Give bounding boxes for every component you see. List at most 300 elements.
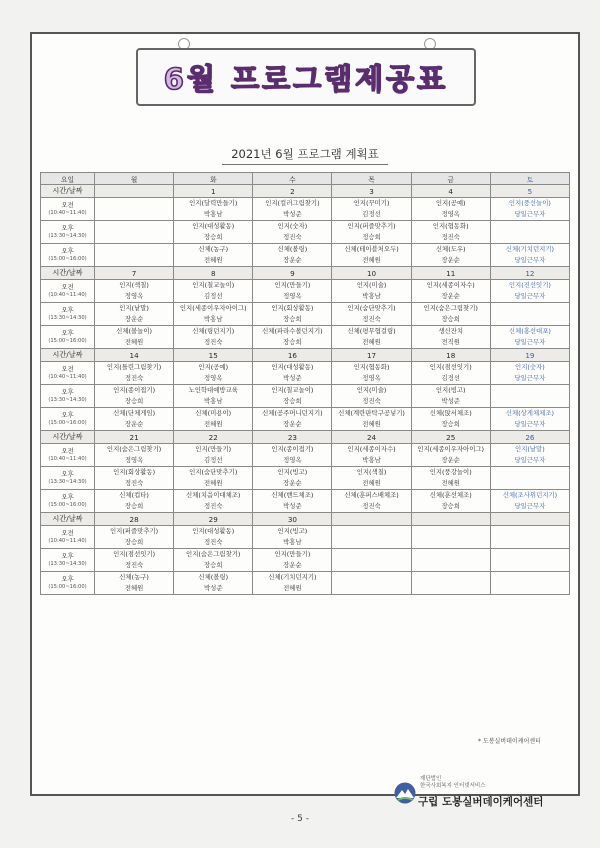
date-cell: 3 <box>332 185 411 198</box>
activity-cell <box>332 280 411 303</box>
org-name: 구립 도봉실버데이케어센터 <box>418 796 544 808</box>
slot-name: 오후 <box>61 388 74 396</box>
activity-cell <box>332 572 411 595</box>
activity-cell <box>253 221 332 244</box>
activity-cell <box>490 198 569 221</box>
activity-teacher: 박성준 <box>283 502 302 510</box>
activity-cell <box>411 444 490 467</box>
activity-cell <box>174 303 253 326</box>
activity-cell <box>253 490 332 513</box>
date-cell: 29 <box>174 513 253 526</box>
page-number: - 5 - <box>291 814 309 824</box>
activity-cell <box>332 408 411 431</box>
activity-name: 신체(계란판탁구공넣기) <box>338 409 405 417</box>
date-row-label: 시간/날짜 <box>41 349 95 362</box>
activity-name: 신체(도우) <box>435 245 466 253</box>
activity-teacher: 당일근무자 <box>514 338 546 346</box>
slot-name: 오후 <box>61 247 74 255</box>
activity-teacher: 박홍남 <box>362 456 381 464</box>
activity-cell <box>253 572 332 595</box>
activity-name: 신체(밴드체조) <box>271 491 314 499</box>
slot-label <box>41 467 95 490</box>
date-cell: 7 <box>95 267 174 280</box>
slot-name: 오후 <box>61 575 74 583</box>
activity-name: 인지(대성활동) <box>192 222 235 230</box>
activity-cell <box>253 467 332 490</box>
slot-name: 오전 <box>61 365 74 373</box>
activity-name: 신체(단체게임) <box>113 409 156 417</box>
date-cell: 18 <box>411 349 490 362</box>
activity-teacher: 박성준 <box>283 210 302 218</box>
activity-teacher: 장운순 <box>283 479 302 487</box>
activity-name: 신체(파라수볼던지기) <box>262 327 323 335</box>
activity-cell <box>332 549 411 572</box>
activity-cell <box>490 444 569 467</box>
activity-cell <box>174 444 253 467</box>
activity-row <box>41 490 570 513</box>
activity-cell <box>411 244 490 267</box>
activity-teacher: 전혜원 <box>362 256 381 264</box>
activity-name: 노인학대예방교육 <box>188 386 238 394</box>
activity-teacher: 장승희 <box>203 233 223 241</box>
date-cell <box>95 185 174 198</box>
activity-cell <box>332 244 411 267</box>
date-cell: 19 <box>490 349 569 362</box>
date-row-label: 시간/날짜 <box>41 513 95 526</box>
activity-name: 인지(빙고) <box>435 386 466 394</box>
activity-name: 인지(대성활동) <box>192 527 235 535</box>
activity-teacher: 장승희 <box>203 561 223 569</box>
slot-time: (13:30~14:30) <box>48 561 87 567</box>
activity-name: 인지(회상활동) <box>271 304 314 312</box>
activity-cell <box>490 490 569 513</box>
activity-row <box>41 362 570 385</box>
activity-name: 신체(기치던지기) <box>268 573 317 581</box>
activity-teacher: 당일근무자 <box>514 502 546 510</box>
weekday-header: 화 <box>174 173 253 185</box>
activity-cell <box>490 526 569 549</box>
activity-cell <box>95 490 174 513</box>
activity-cell <box>95 549 174 572</box>
slot-time: (15:00~16:00) <box>48 420 87 426</box>
activity-cell <box>174 572 253 595</box>
subtitle-underline <box>222 164 388 165</box>
date-cell <box>332 513 411 526</box>
slot-label <box>41 490 95 513</box>
date-cell <box>411 513 490 526</box>
slot-time: (13:30~14:30) <box>48 315 87 321</box>
date-cell: 21 <box>95 431 174 444</box>
activity-teacher: 박성준 <box>283 374 302 382</box>
activity-teacher: 정영옥 <box>283 292 302 300</box>
slot-label <box>41 526 95 549</box>
activity-name: 인지(색칠) <box>119 281 149 289</box>
activity-teacher: 박홍남 <box>203 397 223 405</box>
activity-cell <box>411 221 490 244</box>
activity-name: 인지(만들기) <box>274 281 311 289</box>
activity-cell <box>490 221 569 244</box>
slot-label <box>41 549 95 572</box>
activity-name: 인지(진선잇기) <box>508 281 551 289</box>
weekday-header: 월 <box>95 173 174 185</box>
weekday-header: 수 <box>253 173 332 185</box>
footer-note: * 도봉실버데이케어센터 <box>478 738 541 745</box>
date-cell: 10 <box>332 267 411 280</box>
activity-cell <box>95 385 174 408</box>
activity-name: 신체(평무협걸링) <box>347 327 396 335</box>
activity-cell <box>490 408 569 431</box>
activity-cell <box>95 467 174 490</box>
activity-teacher: 장운순 <box>283 256 302 264</box>
activity-cell <box>411 526 490 549</box>
activity-cell <box>411 467 490 490</box>
slot-name: 오후 <box>61 470 74 478</box>
date-cell: 16 <box>253 349 332 362</box>
slot-label <box>41 572 95 595</box>
activity-teacher: 당일근무자 <box>514 420 546 428</box>
activity-name: 인지(미술) <box>356 281 387 289</box>
activity-name: 신체(컵타) <box>119 491 149 499</box>
activity-name: 신체(볼링) <box>277 245 308 253</box>
activity-cell <box>174 244 253 267</box>
activity-teacher: 장승희 <box>441 315 460 323</box>
activity-teacher: 정진숙 <box>124 561 144 569</box>
activity-name: 인지(컬러그림찾기) <box>265 199 320 207</box>
activity-teacher: 당일근무자 <box>514 456 546 464</box>
header-row <box>41 173 570 185</box>
activity-cell <box>253 526 332 549</box>
weekday-header: 토 <box>490 173 569 185</box>
activity-cell <box>174 280 253 303</box>
slot-name: 오전 <box>61 201 74 209</box>
slot-time: (13:30~14:30) <box>48 479 87 485</box>
activity-teacher: 장승희 <box>441 420 460 428</box>
activity-cell <box>411 303 490 326</box>
activity-name: 신체(볼놀이) <box>116 327 152 335</box>
slot-name: 오후 <box>61 411 74 419</box>
activity-teacher: 장승희 <box>283 338 302 346</box>
slot-label <box>41 280 95 303</box>
activity-row <box>41 444 570 467</box>
document-frame <box>30 32 580 796</box>
activity-cell <box>490 303 569 326</box>
activity-cell <box>174 326 253 349</box>
activity-cell <box>95 362 174 385</box>
activity-name: 생신잔치 <box>438 327 464 335</box>
date-cell: 9 <box>253 267 332 280</box>
date-cell: 11 <box>411 267 490 280</box>
activity-name: 인지(숨단맞추기) <box>347 304 396 312</box>
slot-label <box>41 362 95 385</box>
activity-cell <box>95 244 174 267</box>
activity-cell <box>174 526 253 549</box>
activity-teacher: 정영옥 <box>283 456 302 464</box>
date-cell: 1 <box>174 185 253 198</box>
activity-teacher: 박홍남 <box>203 210 223 218</box>
activity-cell <box>411 572 490 595</box>
activity-teacher: 박성준 <box>441 397 460 405</box>
activity-teacher: 정진숙 <box>362 502 381 510</box>
activity-teacher: 전혜원 <box>124 584 144 592</box>
activity-row <box>41 221 570 244</box>
date-cell: 5 <box>490 185 569 198</box>
activity-cell <box>411 490 490 513</box>
date-cell: 17 <box>332 349 411 362</box>
slot-time: (10:40~11:40) <box>48 538 87 544</box>
date-cell: 28 <box>95 513 174 526</box>
activity-row <box>41 303 570 326</box>
activity-cell <box>332 326 411 349</box>
activity-teacher: 장운순 <box>283 420 302 428</box>
activity-teacher: 장승희 <box>124 502 144 510</box>
slot-name: 오후 <box>61 552 74 560</box>
activity-teacher: 장운순 <box>124 315 144 323</box>
activity-teacher: 전혜원 <box>203 420 223 428</box>
activity-name: 신체(공주머니던지기) <box>262 409 323 417</box>
date-row <box>41 513 570 526</box>
date-cell: 2 <box>253 185 332 198</box>
activity-cell <box>95 444 174 467</box>
activity-cell <box>95 280 174 303</box>
date-row-label: 시간/날짜 <box>41 431 95 444</box>
org-subtitle: 재단법인 한국사회복지 인터넷서비스 <box>420 776 486 789</box>
page-title: 6월 프로그램제공표 <box>163 61 449 96</box>
activity-teacher: 전혜원 <box>283 584 302 592</box>
activity-teacher: 김정선 <box>441 374 460 382</box>
activity-teacher: 당일근무자 <box>514 210 546 218</box>
activity-name: 인지(협동화) <box>353 363 390 371</box>
activity-cell <box>411 408 490 431</box>
activity-name: 신체(링던지기) <box>192 327 235 335</box>
activity-row <box>41 467 570 490</box>
activity-cell <box>174 549 253 572</box>
activity-teacher: 전혜원 <box>441 479 460 487</box>
activity-name: 신체(상게체체조) <box>505 409 554 417</box>
activity-cell <box>332 198 411 221</box>
date-cell: 30 <box>253 513 332 526</box>
slot-time: (10:40~11:40) <box>48 374 87 380</box>
activity-name: 인지(꾸미기) <box>353 199 390 207</box>
activity-name: 인지(틀린그림찾기) <box>106 363 162 371</box>
activity-name: 인지(퍼즐맞추기) <box>347 222 396 230</box>
activity-row <box>41 526 570 549</box>
date-row <box>41 349 570 362</box>
slot-name: 오전 <box>61 447 74 455</box>
activity-name: 인지(빙고) <box>277 468 308 476</box>
activity-cell <box>174 408 253 431</box>
activity-cell <box>95 303 174 326</box>
activity-cell <box>253 326 332 349</box>
activity-cell <box>332 385 411 408</box>
activity-teacher: 정진숙 <box>362 315 381 323</box>
activity-teacher: 전혜원 <box>362 338 381 346</box>
activity-teacher: 전혜원 <box>362 420 381 428</box>
activity-teacher: 전혜원 <box>203 479 223 487</box>
activity-name: 인지(낱말) <box>119 304 149 312</box>
activity-teacher: 당일근무자 <box>514 374 546 382</box>
activity-name: 신체(앉서체조) <box>429 409 472 417</box>
slot-label <box>41 244 95 267</box>
activity-name: 인지(세종이자수) <box>347 445 396 453</box>
slot-time: (15:00~16:00) <box>48 502 87 508</box>
activity-cell <box>95 408 174 431</box>
activity-cell <box>332 444 411 467</box>
slot-time: (15:00~16:00) <box>48 338 87 344</box>
date-cell: 15 <box>174 349 253 362</box>
slot-label <box>41 326 95 349</box>
activity-cell <box>253 549 332 572</box>
slot-label <box>41 408 95 431</box>
activity-name: 인지(종이접기) <box>271 445 314 453</box>
slot-time: (10:40~11:40) <box>48 210 87 216</box>
activity-name: 인지(회상활동) <box>113 468 156 476</box>
activity-name: 인지(미술) <box>356 386 387 394</box>
activity-cell <box>490 362 569 385</box>
date-cell: 22 <box>174 431 253 444</box>
activity-name: 신체(기치던지기) <box>505 245 554 253</box>
activity-name: 인지(칠교놀이) <box>192 281 235 289</box>
slot-label <box>41 444 95 467</box>
activity-teacher: 장운순 <box>441 292 460 300</box>
activity-name: 인지(대성활동) <box>271 363 314 371</box>
org-logo <box>394 774 584 814</box>
footer-note-prefix: * <box>478 738 483 745</box>
slot-time: (13:30~14:30) <box>48 233 87 239</box>
activity-name: 인지(세종이우자아이그) <box>417 445 485 453</box>
activity-name: 신체(농구) <box>198 245 229 253</box>
activity-name: 인지(숨은그림찾기) <box>106 445 162 453</box>
activity-name: 신체(홍선대포) <box>508 327 551 335</box>
activity-name: 인지(공예) <box>198 363 229 371</box>
activity-cell <box>490 549 569 572</box>
activity-cell <box>253 444 332 467</box>
activity-teacher: 정영옥 <box>362 374 381 382</box>
mountain-logo-icon <box>394 782 416 804</box>
activity-name: 인지(종이접기) <box>113 386 156 394</box>
date-row <box>41 267 570 280</box>
activity-cell <box>490 467 569 490</box>
activity-name: 인지(풍강놀이) <box>429 468 472 476</box>
date-row <box>41 185 570 198</box>
activity-cell <box>253 280 332 303</box>
activity-name: 인지(빙고) <box>277 527 308 535</box>
date-row-label: 시간/날짜 <box>41 185 95 198</box>
activity-teacher: 정진숙 <box>283 233 302 241</box>
activity-name: 인지(만들기) <box>195 445 232 453</box>
activity-name: 신체(조사위던지기) <box>502 491 558 499</box>
schedule-table <box>40 172 570 595</box>
activity-teacher: 장승희 <box>283 315 302 323</box>
activity-cell <box>174 221 253 244</box>
activity-row <box>41 198 570 221</box>
activity-teacher: 정영옥 <box>124 456 144 464</box>
activity-name: 인지(숫자) <box>515 363 545 371</box>
activity-name: 신체(훈선체조) <box>429 491 472 499</box>
activity-cell <box>332 362 411 385</box>
activity-name: 인지(협동화) <box>432 222 469 230</box>
activity-name: 신체(볼링) <box>198 573 229 581</box>
date-row <box>41 431 570 444</box>
activity-cell <box>95 526 174 549</box>
activity-cell <box>253 385 332 408</box>
activity-teacher: 김정선 <box>203 456 223 464</box>
slot-time: (13:30~14:30) <box>48 397 87 403</box>
activity-cell <box>174 198 253 221</box>
activity-cell <box>411 198 490 221</box>
activity-cell <box>332 526 411 549</box>
activity-cell <box>174 385 253 408</box>
activity-name: 신체(미용이) <box>195 409 232 417</box>
activity-teacher: 전혜원 <box>203 256 223 264</box>
activity-teacher: 장운순 <box>124 420 144 428</box>
title-banner <box>136 48 476 106</box>
activity-name: 인지(숫자) <box>277 222 308 230</box>
activity-teacher: 정진숙 <box>362 397 381 405</box>
slot-name: 오후 <box>61 329 74 337</box>
activity-cell <box>332 303 411 326</box>
date-cell: 25 <box>411 431 490 444</box>
activity-name: 인지(공예) <box>435 199 466 207</box>
date-cell: 23 <box>253 431 332 444</box>
activity-teacher: 김정선 <box>362 210 381 218</box>
activity-name: 신체(테이블처오두) <box>344 245 399 253</box>
activity-teacher: 정진숙 <box>203 538 223 546</box>
activity-cell <box>490 572 569 595</box>
activity-name: 신체(훈퍼스배체조) <box>344 491 399 499</box>
activity-cell <box>411 362 490 385</box>
activity-row <box>41 385 570 408</box>
activity-name: 인지(퍼즐맞추기) <box>109 527 159 535</box>
activity-cell <box>253 198 332 221</box>
weekday-header: 목 <box>332 173 411 185</box>
activity-name: 신체(농구) <box>119 573 149 581</box>
activity-name: 신체(치음이대체조) <box>186 491 241 499</box>
activity-teacher: 정승희 <box>362 233 381 241</box>
activity-name: 인지(점선잇기) <box>429 363 472 371</box>
activity-name: 인지(만들기) <box>274 550 311 558</box>
slot-name: 오후 <box>61 306 74 314</box>
schedule-subtitle: 2021년 6월 프로그램 계획표 <box>231 147 379 161</box>
activity-cell <box>411 280 490 303</box>
activity-teacher: 박홍남 <box>203 315 223 323</box>
activity-teacher: 장운순 <box>441 456 460 464</box>
slot-label <box>41 303 95 326</box>
date-cell <box>490 513 569 526</box>
slot-label <box>41 198 95 221</box>
date-cell: 14 <box>95 349 174 362</box>
activity-name: 인지(풍선놀이) <box>508 199 551 207</box>
activity-cell <box>95 198 174 221</box>
activity-name: 인지(달력만들기) <box>189 199 238 207</box>
activity-cell <box>332 221 411 244</box>
activity-name: 인지(점선잇기) <box>113 550 156 558</box>
activity-name: 인지(세종이자수) <box>426 281 475 289</box>
date-cell: 26 <box>490 431 569 444</box>
slot-label <box>41 385 95 408</box>
date-cell: 8 <box>174 267 253 280</box>
activity-cell <box>95 221 174 244</box>
activity-cell <box>174 362 253 385</box>
activity-teacher: 장승희 <box>441 502 460 510</box>
activity-teacher: 전직원 <box>441 338 460 346</box>
activity-teacher: 장승희 <box>124 397 144 405</box>
slot-time: (10:40~11:40) <box>48 292 87 298</box>
activity-teacher: 전혜원 <box>124 338 144 346</box>
weekday-header: 금 <box>411 173 490 185</box>
activity-row <box>41 549 570 572</box>
activity-teacher: 정진숙 <box>124 374 144 382</box>
activity-teacher: 장운순 <box>441 256 460 264</box>
